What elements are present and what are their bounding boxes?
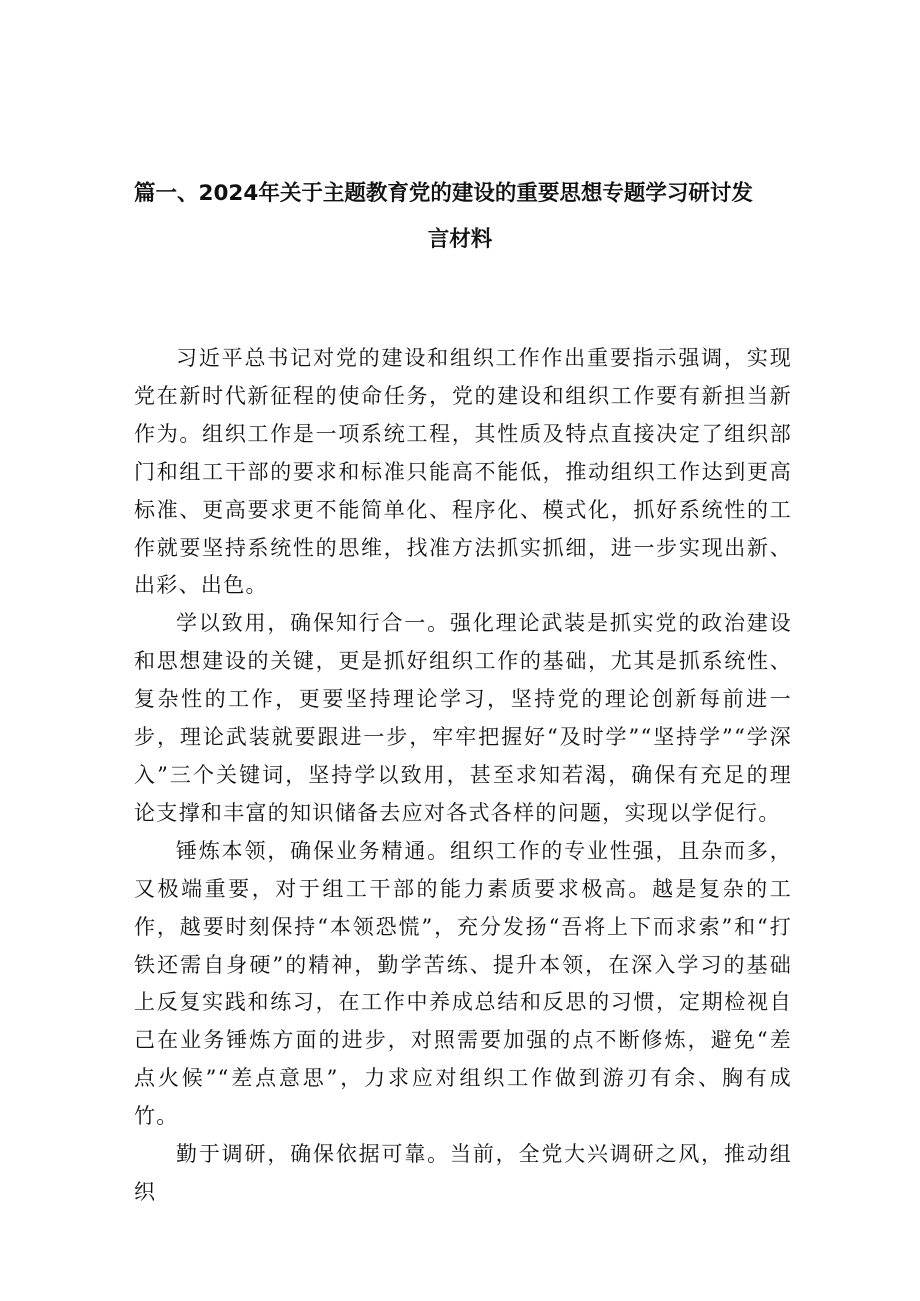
paragraph-skills: 锤炼本领，确保业务精通。组织工作的专业性强，且杂而多，又极端重要，对于组工干部的能力素质要求极高。越是复杂的工作，越要时刻保持“本领恐慌”，充分发扬“吾将上下而求索”和“打铁还需自身硬”的精神，勤学苦练、提升本领，在深入学习的基础上反复实践和练习，在工作中养成总结和反思的习惯，定期检视自己在业务锤炼方面的进步，对照需要加强的点不断修炼，避免“差点火候”“差点意思”，力求应对组织工作做到游刃有余、胸有成竹。 bbox=[134, 838, 792, 1129]
paragraph-study: 学以致用，确保知行合一。强化理论武装是抓实党的政治建设和思想建设的关键，更是抓好组织工作的基础，尤其是抓系统性、复杂性的工作，更要坚持理论学习，坚持党的理论创新每前进一步，理论武装就要跟进一步，牢牢把握好“及时学”“坚持学”“学深入”三个关键词，坚持学以致用，甚至求知若渴，确保有充足的理论支撑和丰富的知识储备去应对各式各样的问题，实现以学促行。 bbox=[134, 611, 792, 825]
document-title-line-2: 言材料 bbox=[427, 227, 493, 252]
document-title-line-1: 篇一、2024年关于主题教育党的建设的重要思想专题学习研讨发 bbox=[134, 181, 753, 206]
paragraph-research: 勤于调研，确保依据可靠。当前，全党大兴调研之风，推动组织 bbox=[134, 1142, 792, 1204]
paragraph-intro: 习近平总书记对党的建设和组织工作作出重要指示强调，实现党在新时代新征程的使命任务，党的建设和组织工作要有新担当新作为。组织工作是一项系统工程，其性质及特点直接决定了组织部门和组工干部的要求和标准只能高不能低，推动组织工作达到更高标准、更高要求更不能简单化、程序化、模式化，抓好系统性的工作就要坚持系统性的思维，找准方法抓实抓细，进一步实现出新、出彩、出色。 bbox=[134, 346, 792, 598]
document-body bbox=[134, 340, 792, 1212]
